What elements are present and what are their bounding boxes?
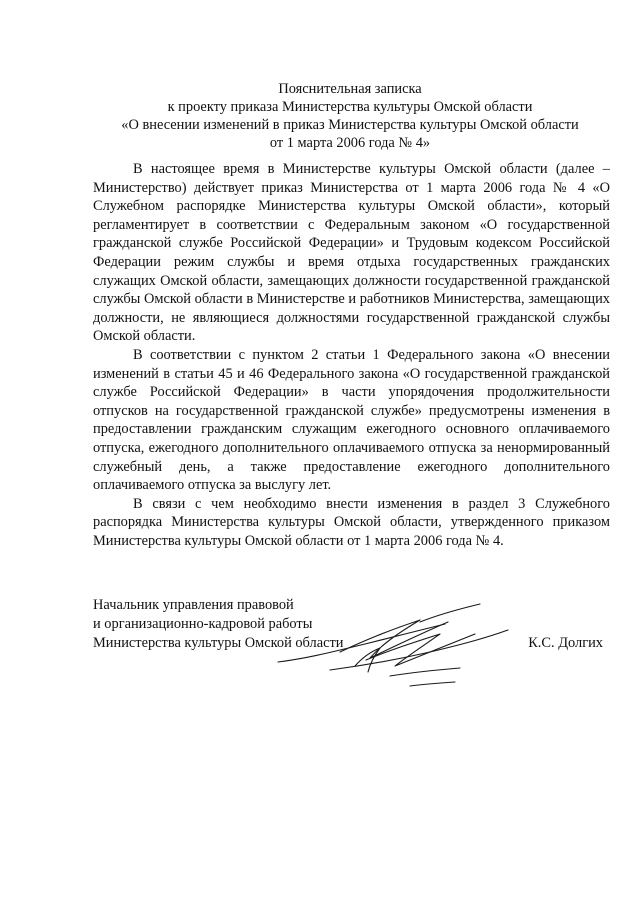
title-line-2: к проекту приказа Министерства культуры Омской области	[167, 99, 533, 115]
title-line-1: Пояснительная записка	[278, 81, 422, 97]
signer-position-line-2: и организационно-кадровой работы	[93, 616, 313, 632]
signer-name: К.С. Долгих	[528, 635, 603, 651]
title-line-4: от 1 марта 2006 года № 4»	[269, 135, 431, 151]
handwritten-signature	[270, 600, 520, 695]
document-title	[90, 80, 610, 152]
signer-position-line-3: Министерства культуры Омской области	[93, 635, 344, 651]
signer-position-line-1: Начальник управления правовой	[93, 597, 294, 613]
body-paragraph-1: В настоящее время в Министерстве культуры Омской области (далее – Министерство) действует приказ Министерства от 1 марта 2006 года № 4 «О Служебном распорядке Министерства культуры Омской области», который регламентирует в соответствии с Федеральным законом «О государственной гражданской службе Российской Федерации» и Трудовым кодексом Российской Федерации режим службы и время отдыха государственных гражданских служащих Омской области, замещающих должности государственной гражданской службы Омской области в Министерстве и работников Министерства, замещающих должности, не являющиеся должностями государственной гражданской службы Омской области.	[93, 161, 610, 345]
title-line-3: «О внесении изменений в приказ Министерства культуры Омской области	[121, 117, 579, 133]
body-paragraph-3: В связи с чем необходимо внести изменения в раздел 3 Служебного распорядка Министерства культуры Омской области, утвержденного приказом Министерства культуры Омской области от 1 марта 2006 года № 4.	[93, 495, 610, 549]
body-paragraph-2: В соответствии с пунктом 2 статьи 1 Федерального закона «О внесении изменений в статьи 45 и 46 Федерального закона «О государственной гражданской службе Российской Федерации» в части упорядочения продолжительности отпусков на государственной гражданской службе» предусмотрены изменения в предоставлении гражданским служащим ежегодного основного оплачиваемого отпуска, ежегодного дополнительного оплачиваемого отпуска за ненормированный служебный день, а также предоставление ежегодного дополнительного оплачиваемого отпуска за выслугу лет.	[93, 346, 610, 494]
document-body	[93, 160, 610, 550]
